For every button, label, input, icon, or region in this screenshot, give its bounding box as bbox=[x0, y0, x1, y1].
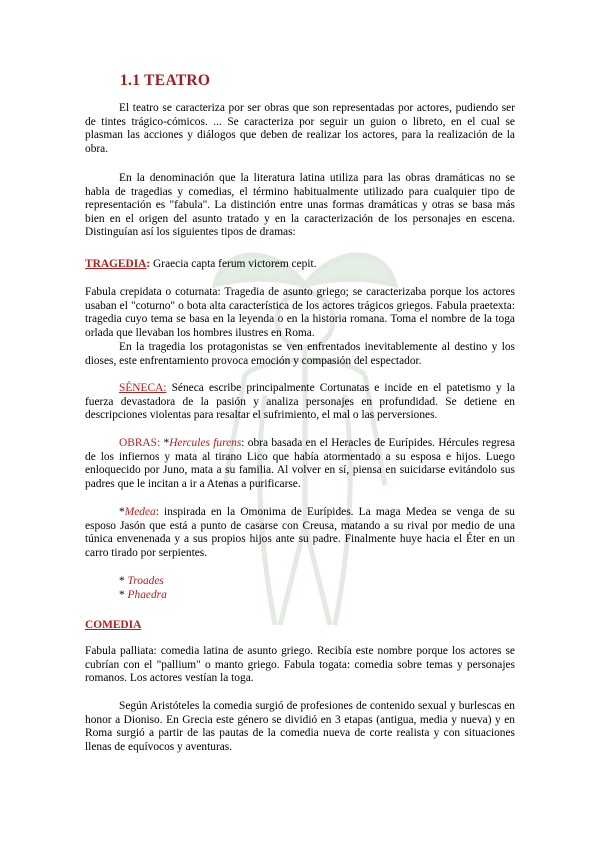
list-item-troades: Troades bbox=[127, 575, 164, 587]
seneca-label: SÉNECA: bbox=[119, 382, 167, 394]
intro-paragraph-1 bbox=[85, 102, 515, 156]
medea-paragraph bbox=[85, 506, 515, 560]
page-title: 1.1 TEATRO bbox=[120, 72, 211, 89]
intro-paragraph-2 bbox=[85, 172, 515, 240]
medea-star: * bbox=[119, 506, 125, 518]
hercules-title: Hercules furens bbox=[169, 437, 242, 449]
list-item-phaedra: Phaedra bbox=[127, 588, 167, 601]
seneca-paragraph bbox=[85, 382, 515, 423]
obras-label: OBRAS: bbox=[119, 437, 161, 449]
tragedia-text-1: Fabula crepidata o coturnata: Tragedia de asunto griego; se caracterizaba porque los actores usaban el "coturno" o bota alta característica de los actores trágicos griegos. Fabula praetexta: tragedia cuyo tema se basa en la leyenda o en la historia romana. Toma el nombre de la toga orlada que llevaban los hombres ilustres en Roma. bbox=[85, 286, 515, 339]
list-item bbox=[119, 589, 515, 603]
tragedia-paragraph-1 bbox=[85, 286, 515, 340]
seneca-text: Séneca escribe principalmente Cortunatas e incide en el patetismo y la fuerza devastadora de la pasión y analiza personajes en profundidad. Se detiene en descripciones violentas para resaltar el sufrimiento, el mal o las perversiones. bbox=[85, 382, 515, 422]
list-bullet: * bbox=[119, 575, 128, 587]
medea-text: : inspirada en la Omonima de Eurípides. La maga Medea se venga de su esposo Jasón que está a punto de casarse con Creusa, matando a su rival por medio de una túnica envenenada y a sus propios hijos ante su padre. Finalmente huye hacia el Éter en un carro tirado por serpientes. bbox=[85, 506, 515, 559]
tragedia-text-2: En la tragedia los protagonistas se ven enfrentados inevitablemente al destino y los dioses, este enfrentamiento provoca emoción y compasión del espectador. bbox=[85, 341, 515, 367]
tragedia-quote: Graecia capta ferum victorem cepit. bbox=[150, 258, 317, 270]
obras-paragraph bbox=[85, 437, 515, 491]
comedia-paragraph-2 bbox=[85, 700, 515, 754]
comedia-paragraph-1 bbox=[85, 645, 515, 686]
comedia-text-1: Fabula palliata: comedia latina de asunto griego. Recibía este nombre porque los actores se cubrían con el "pallium" o manto griego. Fabula togata: comedia sobre temas y personajes romanos. Los actores vestían la toga. bbox=[85, 645, 515, 685]
obras-star: * bbox=[160, 437, 170, 449]
tragedia-heading: TRAGEDIA bbox=[85, 258, 147, 270]
comedia-text-2: Según Aristóteles la comedia surgió de profesiones de contenido sexual y burlescas en honor a Dioniso. En Grecia este género se dividió en 3 etapas (antigua, media y nueva) y en Roma surgió a partir de las pautas de la comedia nueva de corte realista y con situaciones llenas de equívocos y aventuras. bbox=[85, 700, 515, 753]
list-item bbox=[119, 575, 515, 589]
list-bullet: * bbox=[119, 588, 128, 601]
intro-text-1: El teatro se caracteriza por ser obras que son representadas por actores, pudiendo ser de tintes trágico-cómicos. ... Se caracteriza por seguir un guion o libreto, en el cual se plasman las acciones y diálogos que deben de realizar los actores, para la realización de la obra. bbox=[85, 102, 515, 155]
intro-text-2: En la denominación que la literatura latina utiliza para las obras dramáticas no se habla de tragedias y comedias, el término habitualmente utilizado para cualquier tipo de representación es "fabula". La distinción entre unas formas dramáticas y otras se basa más bien en el origen del asunto tratado y en la caracterización de los personajes en escena. Distinguían así los siguientes tipos de dramas: bbox=[85, 172, 515, 239]
comedia-heading: COMEDIA bbox=[85, 619, 142, 631]
tragedia-colon: : bbox=[146, 258, 151, 270]
tragedia-paragraph-2 bbox=[85, 341, 515, 368]
hercules-text: : obra basada en el Heracles de Eurípides. Hércules regresa de los infiernos y mata al tirano Lico que había atormentado a su esposa e hijos. Luego enloquecido por Juno, mata a su familia. Al volver en sí, piensa en suicidarse evitándolo sus padres que le incitan a ir a Atenas a purificarse. bbox=[85, 437, 515, 490]
works-list bbox=[85, 575, 515, 602]
comedia-heading-line bbox=[85, 619, 515, 633]
tragedia-heading-line bbox=[85, 258, 515, 272]
medea-title: Medea bbox=[124, 506, 156, 518]
